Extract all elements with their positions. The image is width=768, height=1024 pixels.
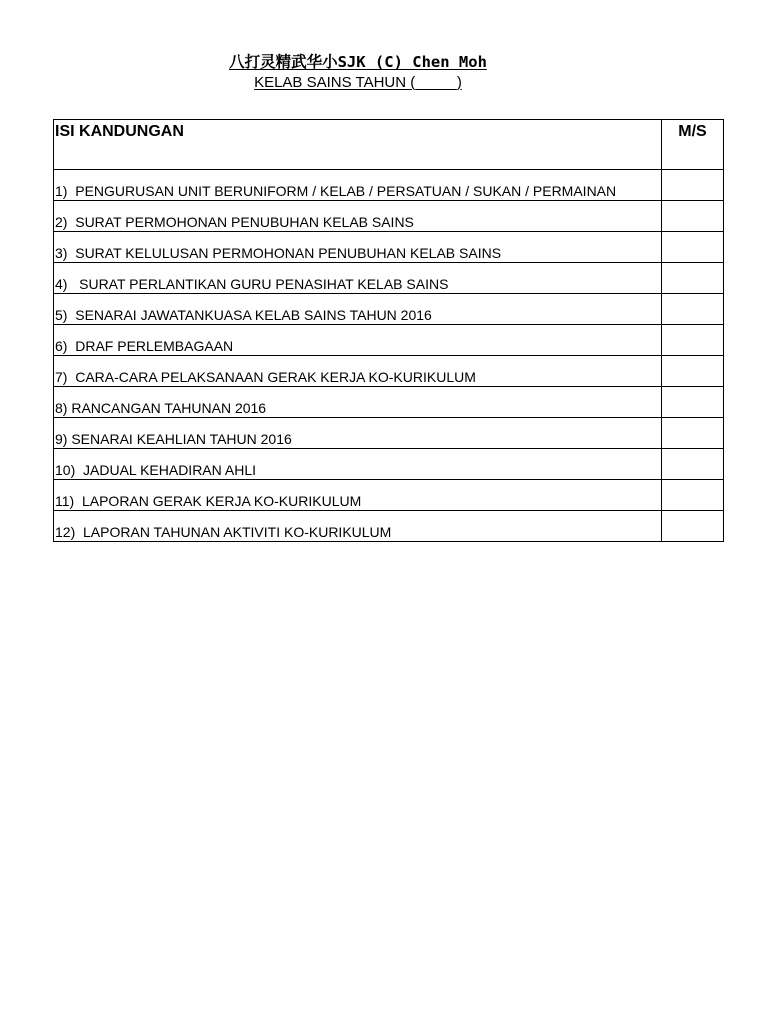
table-row [54, 356, 724, 387]
page-number-cell [662, 511, 724, 542]
header-page-number [662, 120, 724, 170]
header-page-number-label: M/S [678, 123, 707, 140]
item-cell [54, 356, 662, 387]
item-text: 10) JADUAL KEHADIRAN AHLI [55, 462, 256, 478]
item-text: 3) SURAT KELULUSAN PERMOHONAN PENUBUHAN KELAB SAINS [55, 245, 502, 261]
club-title [0, 74, 716, 91]
page-number-cell [662, 480, 724, 511]
contents-table [53, 119, 724, 542]
table-row [54, 449, 724, 480]
table-row [54, 232, 724, 263]
club-title-prefix: KELAB SAINS TAHUN ( [254, 74, 416, 91]
item-cell [54, 201, 662, 232]
item-cell [54, 294, 662, 325]
page-number-cell [662, 263, 724, 294]
table-row [54, 387, 724, 418]
item-cell [54, 449, 662, 480]
page-number-cell [662, 232, 724, 263]
page-number-cell [662, 201, 724, 232]
item-text: 12) LAPORAN TAHUNAN AKTIVITI KO-KURIKULUM [55, 524, 392, 540]
table-row [54, 294, 724, 325]
page-number-cell [662, 356, 724, 387]
club-title-suffix: ) [456, 74, 462, 91]
header-contents-label: ISI KANDUNGAN [55, 123, 184, 140]
item-text: 7) CARA-CARA PELAKSANAAN GERAK KERJA KO-KURIKULUM [55, 369, 476, 385]
table-row [54, 511, 724, 542]
item-text: 1) PENGURUSAN UNIT BERUNIFORM / KELAB / PERSATUAN / SUKAN / PERMAINAN [55, 183, 617, 199]
item-cell [54, 263, 662, 294]
table-row [54, 170, 724, 201]
item-cell [54, 387, 662, 418]
page-number-cell [662, 170, 724, 201]
item-cell [54, 511, 662, 542]
page-number-cell [662, 387, 724, 418]
item-cell [54, 418, 662, 449]
school-title: 八打灵精武华小SJK (C) Chen Moh [229, 53, 487, 71]
table-row [54, 201, 724, 232]
table-header-row [54, 120, 724, 170]
page-number-cell [662, 418, 724, 449]
item-cell [54, 232, 662, 263]
header-contents [54, 120, 662, 170]
item-cell [54, 325, 662, 356]
item-text: 6) DRAF PERLEMBAGAAN [55, 338, 234, 354]
table-row [54, 418, 724, 449]
page-number-cell [662, 294, 724, 325]
item-text: 2) SURAT PERMOHONAN PENUBUHAN KELAB SAINS [55, 214, 414, 230]
item-cell [54, 480, 662, 511]
table-row [54, 480, 724, 511]
table-row [54, 263, 724, 294]
item-text: 5) SENARAI JAWATANKUASA KELAB SAINS TAHUN 2016 [55, 307, 432, 323]
item-cell [54, 170, 662, 201]
item-text: 4) SURAT PERLANTIKAN GURU PENASIHAT KELAB SAINS [55, 276, 449, 292]
item-text: 9) SENARAI KEAHLIAN TAHUN 2016 [55, 431, 292, 447]
page-number-cell [662, 449, 724, 480]
item-text: 11) LAPORAN GERAK KERJA KO-KURIKULUM [55, 493, 362, 509]
table-row [54, 325, 724, 356]
page-number-cell [662, 325, 724, 356]
item-text: 8) RANCANGAN TAHUNAN 2016 [55, 400, 267, 416]
club-title-year-blank [415, 74, 457, 91]
